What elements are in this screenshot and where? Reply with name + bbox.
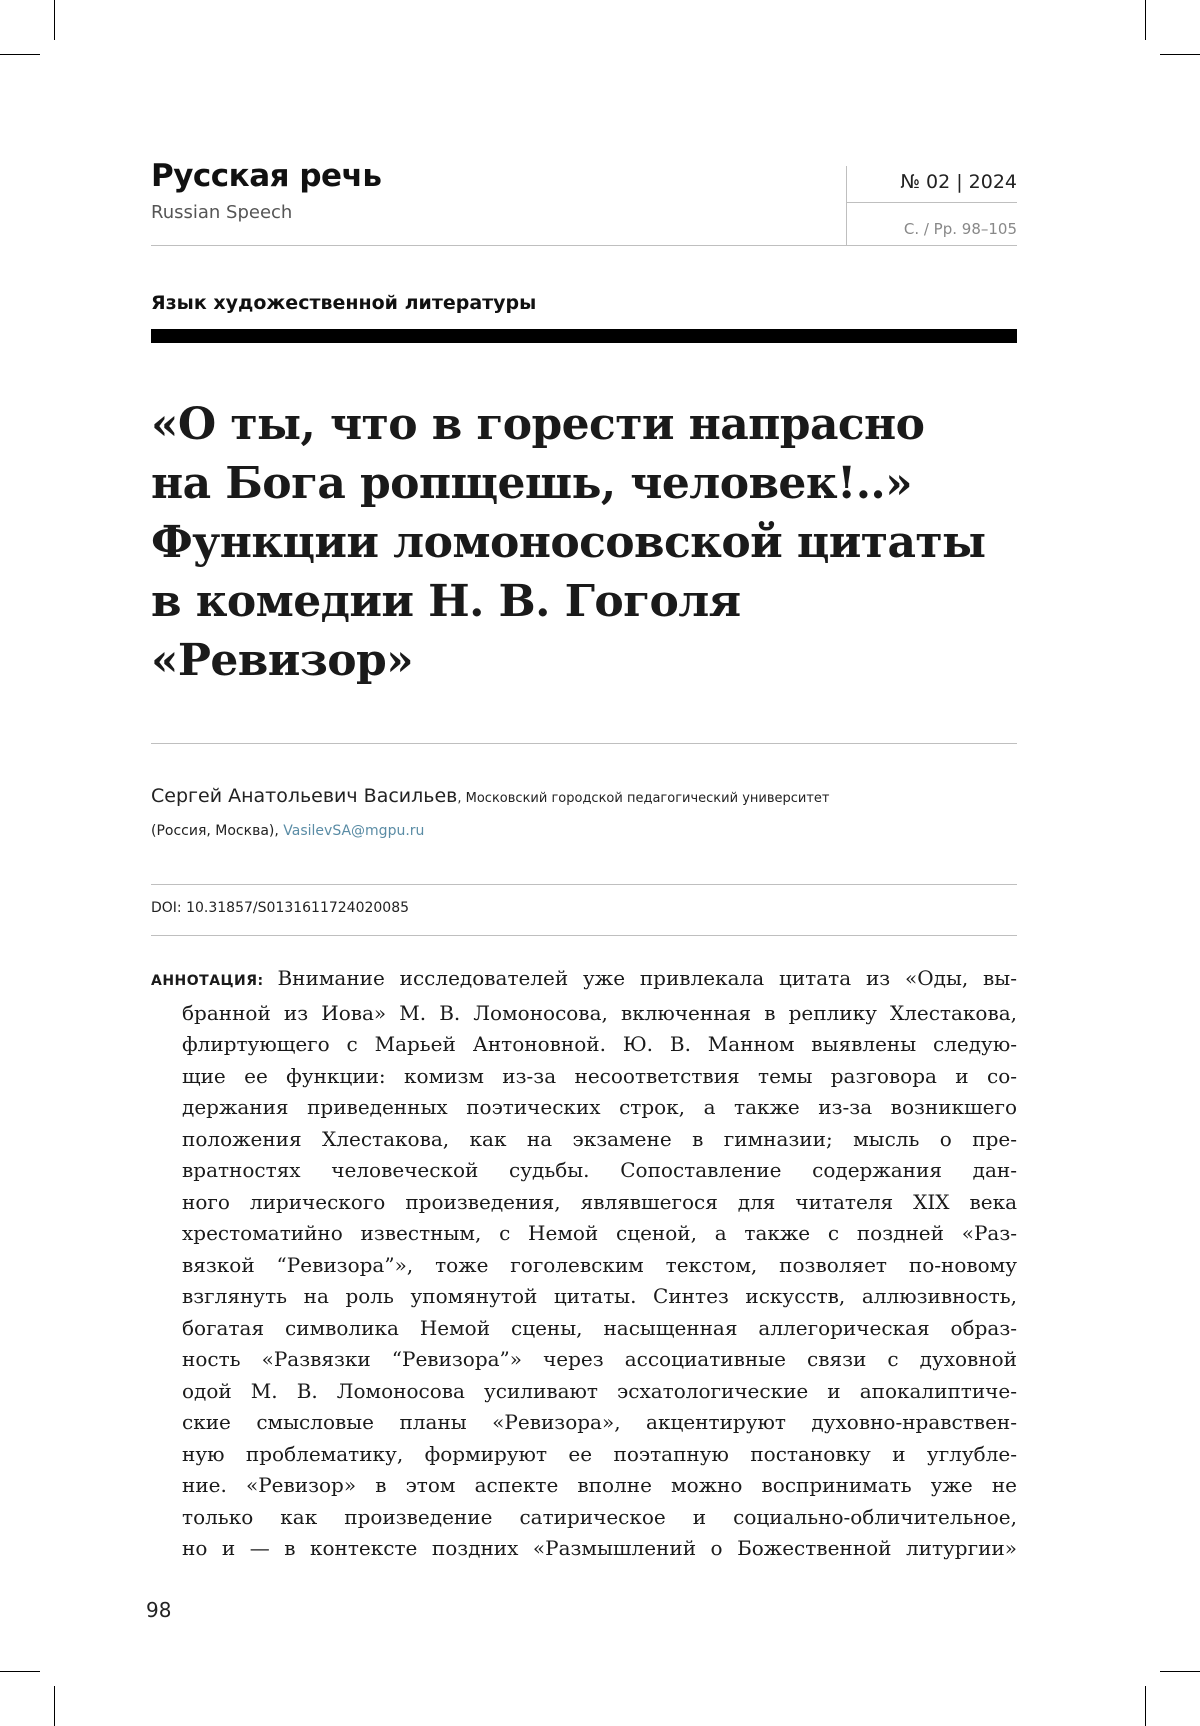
abstract-line: но и — в контексте поздних «Размышлений о Божественной литургии»	[182, 1536, 1017, 1560]
author-name: Сергей Анатольевич Васильев	[151, 785, 458, 807]
abstract-line: держания приведенных поэтических строк, а также из-за возникшего	[182, 1095, 1017, 1119]
author-email-link[interactable]: VasilevSA@mgpu.ru	[283, 823, 425, 839]
abstract-line: взглянуть на роль упомянутой цитаты. Синтез искусств, аллюзивность,	[182, 1284, 1017, 1308]
abstract-line: ские смысловые планы «Ревизора», акцентируют духовно-нравствен-	[182, 1410, 1017, 1434]
crop-mark	[1160, 1671, 1200, 1672]
author-block: Сергей Анатольевич Васильев, Московский городской педагогический университет (Россия, Москва), VasilevSA@mgpu.ru	[151, 785, 830, 839]
abstract	[151, 963, 1017, 1565]
article-title	[151, 395, 1017, 690]
crop-mark	[54, 0, 55, 40]
abstract-line: одой М. В. Ломоносова усиливают эсхатологические и апокалиптиче-	[182, 1378, 1017, 1403]
doi-rule-bottom	[151, 935, 1017, 936]
crop-mark	[1160, 54, 1200, 55]
crop-mark	[1145, 0, 1146, 40]
abstract-line: положения Хлестакова, как на экзамене в гимназии; мысль о пре-	[182, 1126, 1017, 1151]
title-line: «О ты, что в горести напрасно	[151, 399, 925, 450]
journal-subtitle: Russian Speech	[151, 202, 293, 223]
doi[interactable]: DOI: 10.31857/S0131611724020085	[151, 900, 410, 916]
page-number: 98	[146, 1598, 172, 1622]
crop-mark	[54, 1686, 55, 1726]
crop-mark	[1145, 1686, 1146, 1726]
header-rule	[151, 245, 1017, 246]
issue-number: № 02 | 2024	[900, 171, 1017, 193]
abstract-line: хрестоматийно известным, с Немой сценой, а также с поздней «Раз-	[182, 1221, 1017, 1245]
issue-divider	[846, 202, 1017, 203]
title-line: в комедии Н. В. Гоголя	[151, 576, 741, 627]
author-affiliation: Московский городской педагогический университет	[465, 791, 830, 806]
abstract-line: только как произведение сатирическое и социально-обличительное,	[182, 1504, 1017, 1529]
abstract-line: вязкой “Ревизора”», тоже гоголевским текстом, позволяет по-новому	[182, 1252, 1017, 1277]
abstract-line: ние. «Ревизор» в этом аспекте вполне можно воспринимать уже не	[182, 1473, 1017, 1497]
title-line: Функции ломоносовской цитаты	[151, 517, 986, 568]
abstract-line: богатая символика Немой сцены, насыщенная аллегорическая образ-	[182, 1315, 1017, 1340]
title-line: «Ревизор»	[151, 635, 414, 686]
abstract-line: флиртующего с Марьей Антоновной. Ю. В. Манном выявлены следую-	[182, 1032, 1017, 1056]
abstract-label: АННОТАЦИЯ	[151, 973, 258, 989]
author-location: (Россия, Москва),	[151, 823, 279, 839]
doi-rule-top	[151, 884, 1017, 885]
abstract-line: ного лирического произведения, являвшегося для читателя XIX века	[182, 1189, 1017, 1214]
title-line: на Бога ропщешь, человек!..»	[151, 458, 913, 509]
abstract-line: щие ее функции: комизм из-за несоответствия темы разговора и со-	[182, 1063, 1017, 1088]
section-bar	[151, 329, 1017, 343]
abstract-line: ную проблематику, формируют ее поэтапную постановку и углубле-	[182, 1441, 1017, 1466]
abstract-line: бранной из Иова» М. В. Ломоносова, включенная в реплику Хлестакова,	[182, 1000, 1017, 1025]
abstract-line: ность «Развязки “Ревизора”» через ассоциативные связи с духовной	[182, 1347, 1017, 1371]
crop-mark	[0, 1671, 40, 1672]
page-range: C. / Pp. 98–105	[903, 220, 1017, 238]
header-divider	[846, 166, 847, 245]
author-rule	[151, 743, 1017, 744]
section-heading: Язык художественной литературы	[151, 292, 537, 314]
crop-mark	[0, 54, 40, 55]
journal-title: Русская речь	[151, 158, 382, 194]
abstract-line: вратностях человеческой судьбы. Сопоставление содержания дан-	[182, 1158, 1017, 1182]
abstract-line: АННОТАЦИЯ: Внимание исследователей уже привлекала цитата из «Оды, вы-	[151, 966, 1017, 990]
